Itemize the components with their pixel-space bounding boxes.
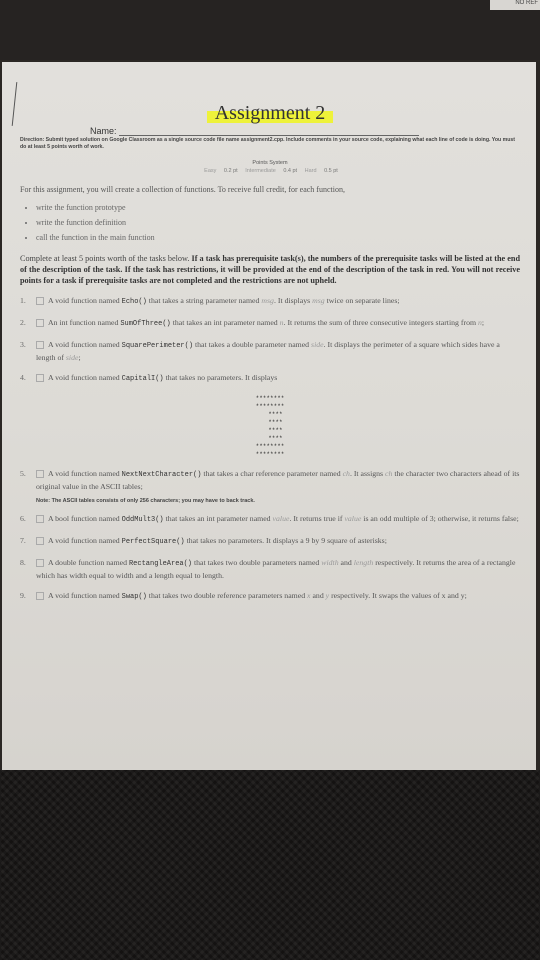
task-number: 2. <box>20 318 26 327</box>
checkbox-icon <box>36 470 44 478</box>
function-name: RectangleArea() <box>128 560 192 568</box>
param-name-2: y <box>325 591 330 600</box>
task-item <box>20 339 520 363</box>
param-name: value <box>272 514 290 523</box>
list-item: • write the function prototype <box>36 200 520 215</box>
function-name: OddMult3() <box>121 516 164 524</box>
task-pre: A void function named <box>48 591 122 600</box>
task-mid: that takes an int parameter named <box>170 318 280 327</box>
task-item <box>20 317 520 330</box>
task-mid: that takes two double reference parameters named <box>146 591 308 600</box>
task-post: and <box>310 591 326 600</box>
param-name-2: value <box>344 514 362 523</box>
task-number: 3. <box>20 340 26 349</box>
ascii-note: Note: The ASCII tables consists of only 256 characters; you may have to back track. <box>36 498 255 504</box>
points-row <box>20 167 520 175</box>
points-system <box>20 159 520 175</box>
points-value: 0.5 pt <box>324 168 338 174</box>
pen-mark <box>12 82 18 126</box>
task-end: ; <box>78 353 81 362</box>
list-item: • write the function definition <box>36 215 520 230</box>
function-name: PerfectSquare() <box>121 538 185 546</box>
checkbox-icon <box>36 297 44 305</box>
checkbox-icon <box>36 515 44 523</box>
function-name: CapitalI() <box>121 375 164 383</box>
task-end: twice on separate lines; <box>324 296 400 305</box>
task-number: 7. <box>20 536 26 545</box>
param-name-2: msg <box>312 296 325 305</box>
task-pre: A void function named <box>48 469 122 478</box>
name-row <box>90 126 520 136</box>
instructions-bold: If a task has prerequisite task(s), the numbers of the prerequisite tasks will be listed at the end of the description of the task. If the task has restrictions, it will be provided at the end of the description of the task in red. You will not receive points for a task if prerequisite tasks are not completed and the restrictions are not upheld. <box>20 254 521 285</box>
param-name: width <box>321 558 339 567</box>
function-name: SquarePerimeter() <box>121 342 194 350</box>
name-blank-line <box>119 127 419 136</box>
list-item: • call the function in the main function <box>36 230 520 245</box>
function-name: SumOfThree() <box>120 320 171 328</box>
checkbox-icon <box>36 592 44 600</box>
task-end: respectively. It swaps the values of x and y; <box>329 591 467 600</box>
points-value: 0.2 pt <box>223 168 238 174</box>
points-level: Hard <box>304 168 317 174</box>
points-level: Intermediate <box>245 168 276 174</box>
task-mid: that takes no parameters. It displays <box>163 373 278 382</box>
task-post: . It returns true if <box>289 514 345 523</box>
instructions-paragraph <box>20 253 520 286</box>
param-name: ch <box>342 469 350 478</box>
checkbox-icon <box>36 341 44 349</box>
task-number: 1. <box>20 296 26 305</box>
task-mid: that takes an int parameter named <box>163 514 273 523</box>
param-name: x <box>307 591 311 600</box>
page-title: Assignment 2 <box>207 102 334 124</box>
task-item <box>20 557 520 581</box>
param-name-2: length <box>353 558 374 567</box>
function-name: NextNextCharacter() <box>121 471 202 479</box>
task-post: and <box>338 558 354 567</box>
task-pre: A bool function named <box>48 514 122 523</box>
task-pre: A void function named <box>48 340 122 349</box>
param-name-2: side <box>65 353 79 362</box>
task-end: respectively. It returns the area of a rectangle which has width equal to width and a length equal to length. <box>36 558 516 580</box>
points-title: Points System <box>252 160 288 166</box>
task-post: . It returns the sum of three consecutive integers starting from <box>283 318 478 327</box>
checkbox-icon <box>36 319 44 327</box>
task-pre: An int function named <box>48 318 121 327</box>
task-end: ; <box>481 318 485 327</box>
task-pre: A double function named <box>48 558 129 567</box>
background-top <box>0 0 540 60</box>
instructions-plain: Complete at least 5 points worth of the tasks below. <box>20 254 190 263</box>
task-mid: that takes a double parameter named <box>193 340 312 349</box>
task-post: . It assigns <box>349 469 386 478</box>
capital-i-pattern: ******** ******** **** **** **** **** ******** ******** <box>255 395 285 458</box>
task-mid: that takes a char reference parameter named <box>201 469 343 478</box>
checkbox-icon <box>36 374 44 382</box>
checkbox-icon <box>36 537 44 545</box>
task-pre: A void function named <box>48 536 122 545</box>
task-pre: A void function named <box>48 296 122 305</box>
task-item <box>20 513 520 526</box>
task-number: 9. <box>20 591 26 600</box>
task-list <box>20 295 520 603</box>
points-value: 0.4 pt <box>283 168 298 174</box>
title-row <box>20 102 520 124</box>
param-name-2: ch <box>385 469 393 478</box>
task-number: 5. <box>20 469 26 478</box>
task-post: . It displays <box>273 296 313 305</box>
task-number: 8. <box>20 558 26 567</box>
task-post: . It displays the perimeter of a square which sides have a length of <box>36 340 500 362</box>
requirements-list <box>20 200 520 245</box>
name-label: Name: <box>90 126 117 136</box>
param-name: side <box>311 340 324 349</box>
points-level: Easy <box>204 168 217 174</box>
carpet-floor <box>0 770 540 960</box>
task-item <box>20 535 520 548</box>
task-item <box>20 295 520 308</box>
task-number: 4. <box>20 373 26 382</box>
direction-text: Direction: Submit typed solution on Google Classroom as a single source code file name assignment2.cpp. Include comments in your source code, explaining what each line of code is doing. You must do at least 5 points worth of work. <box>20 137 516 150</box>
task-item <box>20 372 520 385</box>
checkbox-icon <box>36 559 44 567</box>
task-end: is an odd multiple of 3; otherwise, it returns false; <box>361 514 519 523</box>
task-item <box>20 590 520 603</box>
task-pre: A void function named <box>48 373 122 382</box>
task-item <box>20 468 520 492</box>
intro-text: For this assignment, you will create a collection of functions. To receive full credit, for each function, <box>20 185 345 194</box>
function-name: Echo() <box>121 298 147 306</box>
param-name: msg <box>261 296 274 305</box>
task-end: the character two characters ahead of its original value in the ASCII tables; <box>36 469 520 491</box>
param-name-2: n <box>478 318 482 327</box>
task-mid: that takes no parameters. It displays a 9 by 9 square of asterisks; <box>184 536 387 545</box>
task-mid: that takes a string parameter named <box>146 296 262 305</box>
task-number: 6. <box>20 514 26 523</box>
param-name: n <box>279 318 284 327</box>
function-name: Swap() <box>121 593 147 601</box>
corner-paper: NO REF <box>490 0 540 10</box>
assignment-paper <box>2 62 536 770</box>
task-mid: that takes two double parameters named <box>192 558 322 567</box>
